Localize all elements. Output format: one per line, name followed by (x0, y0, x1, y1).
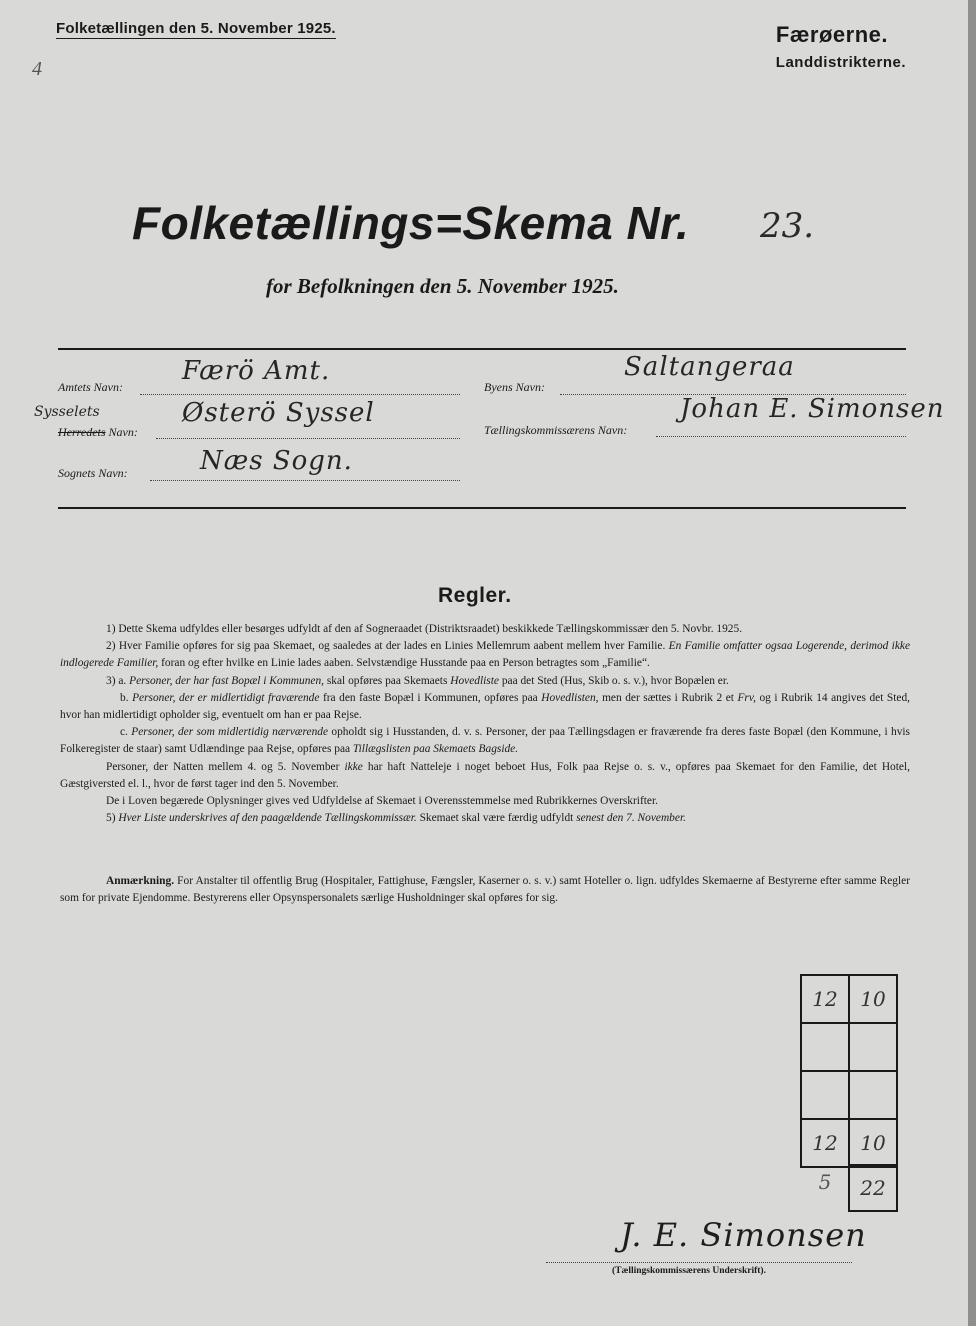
region-subtitle: Landdistrikterne. (775, 54, 906, 71)
amt-value: Færö Amt. (182, 356, 331, 386)
tally-row (801, 1071, 897, 1119)
form-title: Folketællings=Skema Nr. (132, 197, 690, 249)
sogn-value: Næs Sogn. (200, 446, 353, 476)
note-label: Anmærkning. (106, 875, 175, 887)
tally-row (801, 1119, 897, 1167)
signature: J. E. Simonsen (620, 1216, 867, 1254)
rule-3b: b. Personer, der er midlertidigt fraværende fra den faste Bopæl i Kommunen, opføres paa Hovedlisten, men der sættes i Rubrik 2 et Frv, og i Rubrik 14 angives det Sted, hvor han midlertidigt opholder sig, eventuelt om han er paa Rejse. (60, 691, 910, 722)
tally-cell: 12 (801, 975, 849, 1023)
amt-line (140, 394, 460, 395)
herred-label-rest: Navn: (108, 425, 138, 439)
form-subtitle: for Befolkningen den 5. November 1925. (266, 274, 619, 298)
herred-line (156, 438, 460, 439)
tally-row (801, 1023, 897, 1071)
signature-line (546, 1262, 852, 1263)
tally-cell: 10 (849, 1119, 897, 1167)
form-number: 23. (760, 206, 815, 246)
tally-cell (849, 1071, 897, 1119)
kommissaer-line (656, 436, 906, 437)
rule-3c: c. Personer, der som midlertidig nærværende opholdt sig i Husstanden, d. v. s. Personer, der paa Tællingsdagen er fraværende fra deres faste Bopæl (den Kommune, i hvis Folkeregister de staar) samt Udlændinge paa Rejse, opføres paa Tillægslisten paa Skemaets Bagside. (60, 726, 910, 756)
rules-heading: Regler. (438, 584, 512, 607)
sogn-label: Sognets Navn: (58, 466, 128, 480)
rules-text (60, 621, 910, 827)
herred-value: Østerö Syssel (182, 398, 375, 428)
region-title: Færøerne. (775, 22, 888, 47)
rule-2: 2) Hver Familie opføres for sig paa Skemaet, og saaledes at der lades en Linies Mellemrum aabent mellem hver Familie. En Familie omfatter ogsaa Logerende, derimod ikke indlogerede Familier, foran og efter hvilke en Linie lades aaben. Selvstændige Husstande paa en Person betragtes som „Familie“. (60, 640, 910, 670)
page-edge (968, 0, 976, 1326)
herred-prefix-handwritten: Sysselets (34, 404, 100, 420)
kommissaer-value: Johan E. Simonsen (680, 394, 945, 424)
by-label: Byens Navn: (484, 380, 545, 394)
tally-cell: 10 (849, 975, 897, 1023)
kommissaer-label: Tællingskommissærens Navn: (484, 423, 628, 437)
divider-top (58, 348, 906, 350)
tally-table (800, 974, 898, 1168)
rule-3a: 3) a. Personer, der har fast Bopæl i Kommunen, skal opføres paa Skemaets Hovedliste paa det Sted (Hus, Skib o. s. v.), hvor Bopælen er. (106, 674, 729, 687)
tally-cell (801, 1071, 849, 1119)
divider-bottom (58, 507, 906, 509)
herred-struck: Herredets (58, 425, 106, 439)
tally-cell: 12 (801, 1119, 849, 1167)
rule-4: Personer, der Natten mellem 4. og 5. November ikke har haft Natteleje i noget beboet Hus, Folk paa Rejse o. s. v., opføres paa Skemaet for den Familie, det Hotel, Gæstgiversted el. l., hvor de først tager ind den 5. November. (60, 760, 910, 790)
sogn-line (150, 480, 460, 481)
tally-total-left: 5 (818, 1170, 832, 1194)
by-value: Saltangeraa (624, 352, 795, 382)
amt-label: Amtets Navn: (58, 380, 123, 394)
tally-cell (801, 1023, 849, 1071)
census-header: Folketællingen den 5. November 1925. (56, 20, 336, 37)
page-mark: 4 (32, 58, 42, 80)
signature-caption: (Tællingskommissærens Underskrift). (612, 1266, 766, 1276)
tally-total-right: 22 (848, 1164, 898, 1212)
note-body: For Anstalter til offentlig Brug (Hospitaler, Fattighuse, Fængsler, Kaserner o. s. v.) samt Hoteller o. lign. udfyldes Skemaerne af Bestyrerne efter samme Regler som for private Ejendomme. Bestyrerens eller Opsynspersonalets særlige Husholdninger skal opføres for sig. (60, 875, 910, 905)
note-text (60, 873, 910, 907)
rule-1: 1) Dette Skema udfyldes eller besørges udfyldt af den af Sogneraadet (Distriktsraadet) beskikkede Tællingskommissær den 5. Novbr. 1925. (106, 623, 743, 635)
rule-loven: De i Loven begærede Oplysninger gives ved Udfyldelse af Skemaet i Overensstemmelse med Rubrikkernes Overskrifter. (106, 795, 658, 808)
rule-5: 5) Hver Liste underskrives af den paagældende Tællingskommissær. Skemaet skal være færdig udfyldt senest den 7. November. (106, 812, 686, 825)
herred-label (58, 425, 138, 440)
tally-cell (849, 1023, 897, 1071)
tally-row (801, 975, 897, 1023)
